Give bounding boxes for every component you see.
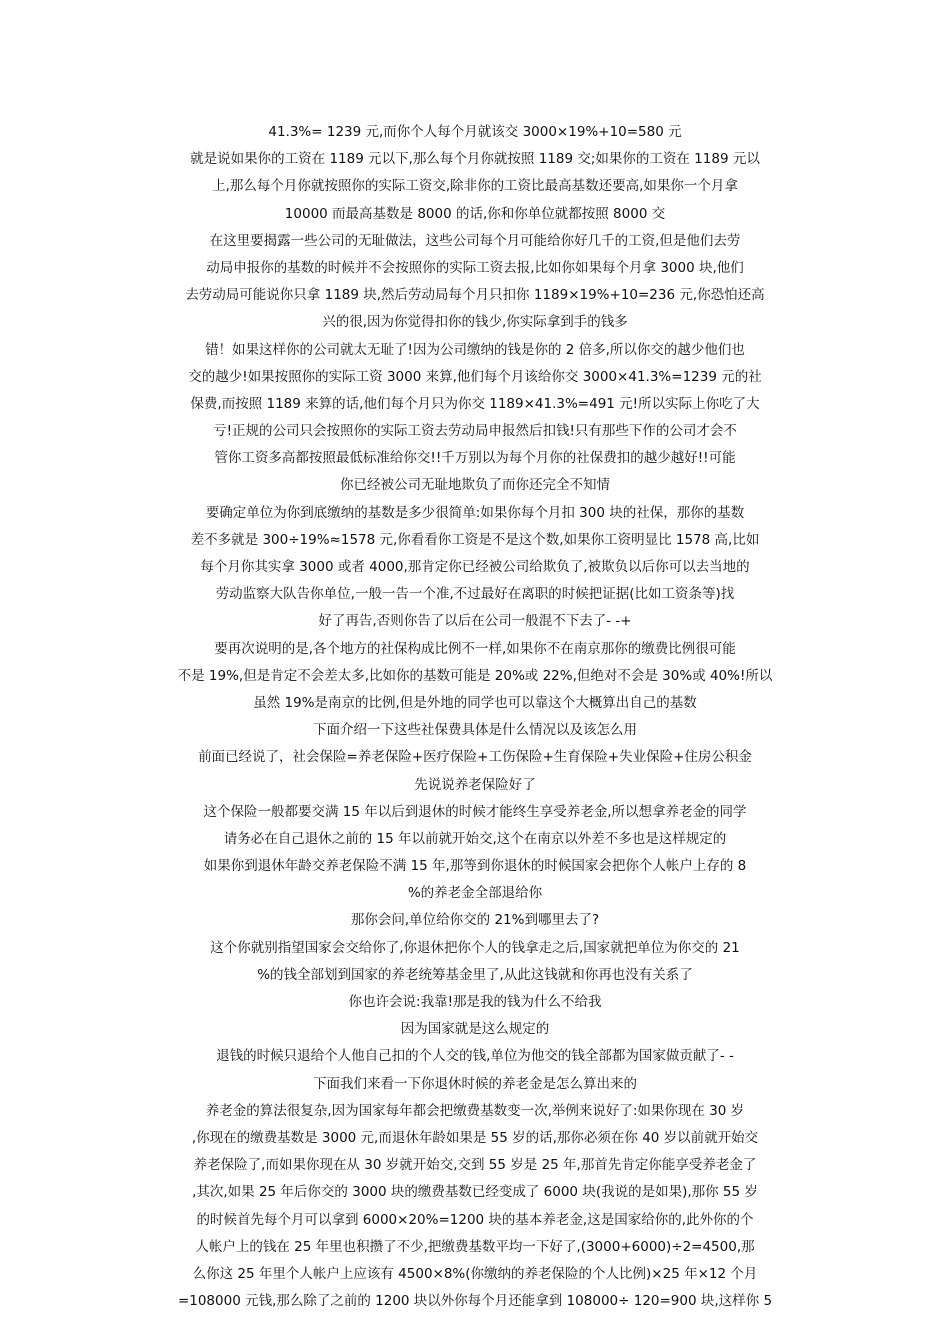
text-line: 每个月你其实拿 3000 或者 4000,那肯定你已经被公司给欺负了,被欺负以后你可以去当地的 bbox=[200, 559, 750, 575]
text-line: 的时候首先每个月可以拿到 6000×20%=1200 块的基本养老金,这是国家给你的,此外你的个 bbox=[196, 1211, 754, 1228]
text-line: 在这里要揭露一些公司的无耻做法，这些公司每个月可能给你好几千的工资,但是他们去劳 bbox=[209, 232, 741, 249]
text-line: 那你会问,单位给你交的 21%到哪里去了? bbox=[350, 912, 600, 929]
text-line: 先说说养老保险好了 bbox=[414, 776, 536, 793]
text-line: 请务必在自己退休之前的 15 年以前就开始交,这个在南京以外差不多也是这样规定的 bbox=[223, 830, 727, 847]
text-line: 不是 19%,但是肯定不会差太多,比如你的基数可能是 20%或 22%,但绝对不会是 30%或 40%!所以 bbox=[177, 667, 773, 684]
text-line: 人帐户上的钱在 25 年里也积攒了不少,把缴费基数平均一下好了,(3000+6000)÷2=4500,那 bbox=[195, 1238, 755, 1255]
text-line: 退钱的时候只退给个人他自己扣的个人交的钱,单位为他交的钱全部都为国家做贡献了- - bbox=[216, 1048, 734, 1065]
text-line: 养老保险了,而如果你现在从 30 岁就开始交,交到 55 岁是 25 年,那首先肯定你能享受养老金了 bbox=[193, 1157, 757, 1174]
text-line: =108000 元钱,那么除了之前的 1200 块以外你每个月还能拿到 108000÷ 120=900 块,这样你 5 bbox=[177, 1293, 773, 1310]
text-line: 前面已经说了，社会保险=养老保险+医疗保险+工伤保险+生育保险+失业保险+住房公积金 bbox=[198, 749, 752, 766]
text-line: ,其次,如果 25 年后你交的 3000 块的缴费基数已经变成了 6000 块(我说的是如果),那你 55 岁 bbox=[192, 1184, 758, 1201]
text-line: 就是说如果你的工资在 1189 元以下,那么每个月你就按照 1189 交;如果你的工资在 1189 元以 bbox=[190, 151, 760, 168]
text-line: 你也许会说:我靠!那是我的钱为什么不给我 bbox=[348, 994, 602, 1010]
text-line: 虽然 19%是南京的比例,但是外地的同学也可以靠这个大概算出自己的基数 bbox=[253, 694, 697, 711]
text-line: 兴的很,因为你觉得扣你的钱少,你实际拿到手的钱多 bbox=[322, 314, 628, 331]
text-line: 下面我们来看一下你退休时候的养老金是怎么算出来的 bbox=[313, 1075, 637, 1092]
text-line: 么你这 25 年里个人帐户上应该有 4500×8%(你缴纳的养老保险的个人比例)×25 年×12 个月 bbox=[192, 1265, 758, 1282]
text-line: 亏!正规的公司只会按照你的实际工资去劳动局申报然后扣钱!只有那些下作的公司才会不 bbox=[213, 423, 737, 440]
text-line: %的养老金全部退给你 bbox=[407, 885, 543, 902]
text-line: 去劳动局可能说你只拿 1189 块,然后劳动局每个月只扣你 1189×19%+10=236 元,你恐怕还高 bbox=[185, 287, 765, 304]
text-line: 你已经被公司无耻地欺负了而你还完全不知情 bbox=[340, 477, 610, 494]
text-line: 差不多就是 300÷19%≈1578 元,你看看你工资是不是这个数,如果你工资明显比 1578 高,比如 bbox=[190, 531, 760, 548]
text-line: 养老金的算法很复杂,因为国家每年都会把缴费基数变一次,举例来说好了:如果你现在 30 岁 bbox=[205, 1102, 745, 1119]
text-line: 管你工资多高都按照最低标准给你交!!千万别以为每个月你的社保费扣的越少越好!!可能 bbox=[214, 450, 736, 467]
text-line: 保费,而按照 1189 来算的话,他们每个月只为你交 1189×41.3%=491 元!所以实际上你吃了大 bbox=[190, 395, 760, 412]
text-line: 交的越少!如果按照你的实际工资 3000 来算,他们每个月该给你交 3000×41.3%=1239 元的社 bbox=[188, 368, 762, 385]
text-line: ,你现在的缴费基数是 3000 元,而退休年龄如果是 55 岁的话,那你必须在你 40 岁以前就开始交 bbox=[191, 1129, 759, 1146]
text-line: 上,那么每个月你就按照你的实际工资交,除非你的工资比最高基数还要高,如果你一个月拿 bbox=[212, 178, 738, 195]
text-line: 劳动监察大队告你单位,一般一告一个准,不过最好在离职的时候把证据(比如工资条等)找 bbox=[215, 586, 735, 603]
text-line: 如果你到退休年龄交养老保险不满 15 年,那等到你退休的时候国家会把你个人帐户上存的 8 bbox=[203, 858, 747, 875]
text-line: 这个你就别指望国家会交给你了,你退休把你个人的钱拿走之后,国家就把单位为你交的 21 bbox=[210, 939, 740, 956]
text-line: 41.3%= 1239 元,而你个人每个月就该交 3000×19%+10=580 元 bbox=[268, 124, 682, 140]
text-line: 动局申报你的基数的时候并不会按照你的实际工资去报,比如你如果每个月拿 3000 块,他们 bbox=[206, 259, 744, 276]
text-line: 这个保险一般都要交满 15 年以后到退休的时候才能终生享受养老金,所以想拿养老金的同学 bbox=[203, 803, 747, 820]
text-line: 好了再告,否则你告了以后在公司一般混不下去了- -+ bbox=[318, 613, 632, 630]
text-line: 下面介绍一下这些社保费具体是什么情况以及该怎么用 bbox=[313, 722, 637, 739]
text-line: %的钱全部划到国家的养老统筹基金里了,从此这钱就和你再也没有关系了 bbox=[257, 966, 693, 983]
text-line: 10000 而最高基数是 8000 的话,你和你单位就都按照 8000 交 bbox=[284, 205, 666, 222]
text-line: 因为国家就是这么规定的 bbox=[400, 1021, 550, 1038]
text-line: 要再次说明的是,各个地方的社保构成比例不一样,如果你不在南京那你的缴费比例很可能 bbox=[214, 640, 736, 657]
text-line: 错！如果这样你的公司就太无耻了!因为公司缴纳的钱是你的 2 倍多,所以你交的越少他们也 bbox=[205, 341, 745, 358]
text-line: 要确定单位为你到底缴纳的基数是多少很简单:如果你每个月扣 300 块的社保，那你的基数 bbox=[205, 504, 745, 521]
document-page bbox=[0, 119, 950, 1315]
